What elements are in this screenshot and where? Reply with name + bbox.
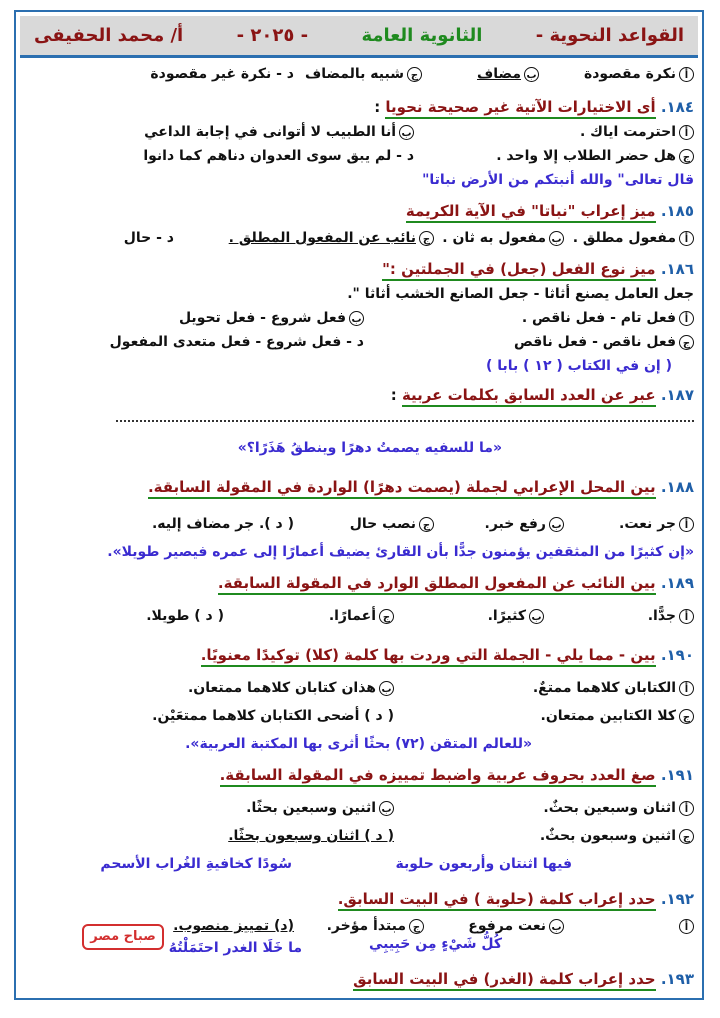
option[interactable]: جفعل ناقص - فعل ناقص [514,334,694,350]
answer-line[interactable] [116,420,694,422]
header-subject: القواعد النحوية - [535,25,684,46]
q186-sentence: جعل العامل يصنع أثاثا - جعل الصانع الخشب أثاثا ". [347,286,694,302]
q192-heading: ١٩٢. حدد إعراب كلمة (حلوبة ) في البيت السابق. [338,890,694,908]
header-level: الثانوية العامة [361,25,483,46]
option[interactable]: ( د ) طويلا. [146,608,224,624]
header-year: - ٢٠٢٥ - [236,25,309,46]
option[interactable]: جأعمارًا. [329,608,394,624]
option[interactable]: أجر نعت. [619,516,694,532]
option[interactable]: بهذان كتابان كلاهما ممتعان. [188,680,394,696]
option[interactable]: بفعل شروع - فعل تحويل [179,310,364,326]
option[interactable]: ( د ) اثنان وسبعون بحثًا. [228,828,394,844]
option[interactable]: ( د ) أضحى الكتابان كلاهما ممتعَيْن. [152,708,394,724]
option[interactable]: بمفعول به ثان . [442,230,564,246]
option[interactable]: أاحترمت اياك . [580,124,694,140]
page-header [20,16,698,58]
option[interactable]: أمفعول مطلق . [573,230,694,246]
watermark-logo: صباح مصر [82,924,164,950]
option[interactable]: جهل حضر الطلاب إلا واحد . [496,148,694,164]
option-letter: أ [679,67,694,82]
option[interactable]: جنائب عن المفعول المطلق . [229,230,434,246]
verse-quote: قال تعالى" والله أنبتكم من الأرض نباتا" [422,172,694,188]
option[interactable]: جنصب حال [350,516,434,532]
option[interactable]: (د) تمييز منصوب. [173,918,294,934]
q185-heading: ١٨٥. ميز إعراب "نباتا" في الآية الكريمة [406,202,694,220]
option[interactable]: أنكرة مقصودة [584,66,694,82]
q188-quote: «إن كثيرًا من المثقفين يؤمنون جدًّا بأن القارئ يضيف أعمارًا إلى عمره فيصير طويلا». [107,544,694,560]
q191-heading: ١٩١. صغ العدد بحروف عربية واضبط تمييزه في المقولة السابقة. [220,766,694,784]
option[interactable]: بمضاف [477,66,539,82]
option[interactable]: برفع خبر. [485,516,565,532]
option[interactable]: أجدًّا. [648,608,694,624]
q184-heading: ١٨٤. أى الاختيارات الآتية غير صحيحة نحويا : [374,98,694,116]
option[interactable]: د - لم يبق سوى العدوان دناهم كما دانوا [143,148,414,164]
q191-verse-right: فيها اثنتان وأربعون حلوبة [395,856,572,872]
option[interactable]: بأنا الطبيب لا أتوانى في إجابة الداعي [144,124,414,140]
q187-quote: «ما للسفيه يصمتُ دهرًا وينطقُ هَذَرًا؟» [237,440,502,456]
q192-verse-left: ما خَلَا الغدر احتَمَلْتُهُ [168,940,302,956]
option[interactable]: أفعل تام - فعل ناقص . [522,310,694,326]
q191-verse-left: سُودًا كخافيةِ الغُراب الأسحم [100,856,292,872]
option[interactable]: باثنين وسبعين بحثًا. [246,800,394,816]
q187-heading: ١٨٧. عبر عن العدد السابق بكلمات عربية : [391,386,694,404]
worksheet-page [14,10,704,1000]
option[interactable]: جمبتدأ مؤخر. [327,918,424,934]
option[interactable]: د - فعل شروع - فعل متعدى المفعول [109,334,364,350]
option[interactable]: ( د ). جر مضاف إليه. [151,516,294,532]
option[interactable]: جاثنين وسبعون بحثٌ. [540,828,694,844]
q190-heading: ١٩٠. بين - مما يلي - الجملة التي وردت بها كلمة (كلا) توكيدًا معنويًا. [201,646,694,664]
header-teacher: أ/ محمد الحفيفى [34,25,184,46]
option[interactable]: د - حال [123,230,174,246]
option[interactable]: د - نكرة غير مقصودة [150,66,294,82]
option[interactable]: جشبيه بالمضاف [305,66,422,82]
q190-quote: «للعالم المتقن (٧٢) بحثًا أثرى بها المكتبة العربية». [185,736,532,752]
q193-heading: ١٩٣. حدد إعراب كلمة (الغدر) في البيت السابق [353,970,694,988]
option[interactable]: أ [676,918,694,934]
q186-note: ( إن في الكتاب ( ١٢ ) بابا ) [485,358,672,374]
option[interactable]: جكلا الكتابين ممتعان. [541,708,694,724]
q192-verse-right: كُلُّ شَيْءٍ مِن حَبِيبِي [368,936,502,952]
option[interactable]: أاثنان وسبعين بحثٌ. [543,800,694,816]
option[interactable]: بنعت مرفوع [468,918,564,934]
q189-heading: ١٨٩. بين النائب عن المفعول المطلق الوارد في المقولة السابقة. [218,574,694,592]
q186-heading: ١٨٦. ميز نوع الفعل (جعل) في الجملتين :" [382,260,694,278]
option[interactable]: أالكتابان كلاهما ممتعٌ. [533,680,694,696]
q188-heading: ١٨٨. بين المحل الإعرابي لجملة (يصمت دهرًا) الواردة في المقولة السابقة. [148,478,694,496]
option[interactable]: بكثيرًا. [488,608,544,624]
